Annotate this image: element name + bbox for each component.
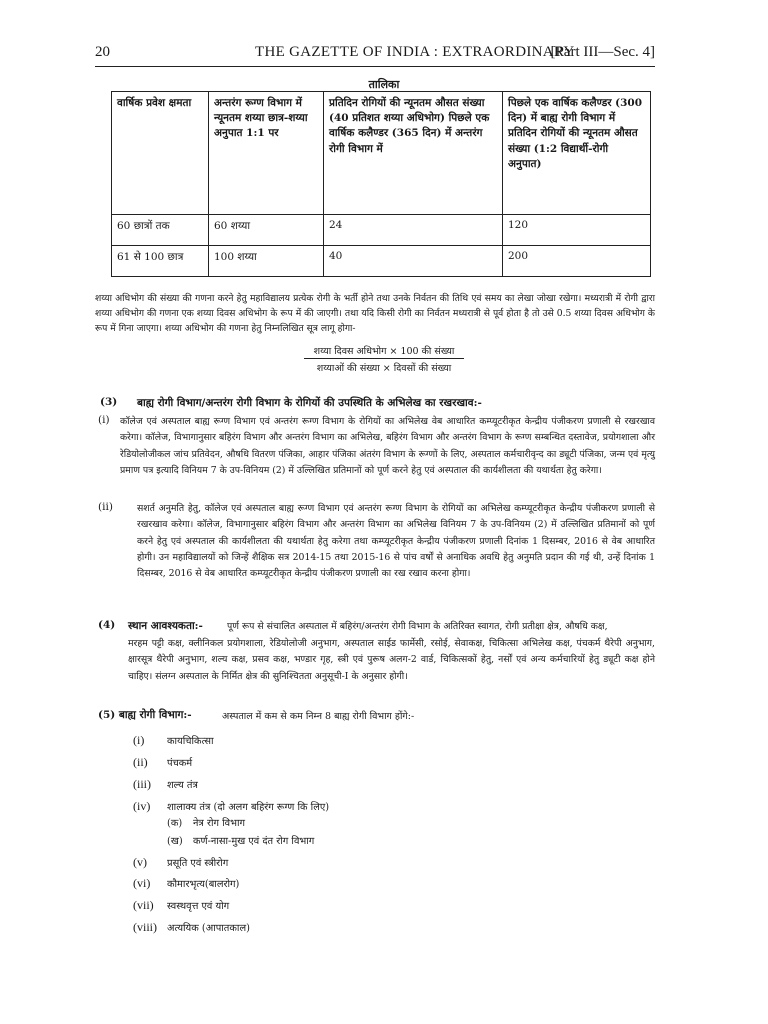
table-cell: 200 (503, 246, 651, 277)
table-row (112, 215, 651, 246)
section-3-number: (3) (100, 396, 118, 408)
list-item: (iii) शल्य तंत्र (133, 777, 198, 791)
list-item: (vii) स्वस्थवृत्त एवं योग (133, 898, 230, 912)
table-cell: 120 (503, 215, 651, 246)
section-4-number: (4) (98, 619, 116, 631)
page-number: 20 (95, 44, 110, 60)
section-3-item-i-label: (i) (98, 414, 110, 426)
section-3-item-i-text: कॉलेज एवं अस्पताल बाह्य रूग्ण विभाग एवं अन्तरंग रूग्ण विभाग के रोगियों का अभिलेख वेब आधारित कम्प्यूटरीकृत केन्द्रीय पंजीकरण प्रणाली से रखरखाव करेगा। कॉलेज, विभागानुसार बहिरंग विभाग और अन्तरंग विभाग का अभिलेख, बहिरंग विभाग और अन्तरंग विभाग के रूग्ण सम्बन्धित दस्तावेज, प्रयोगशाला और रेडियोलोजीकल जांच प्रतिवेदन, औषधि वितरण पंजिका, आहार पंजिका अंतरंग विभाग के रूग्णों के लिए, अस्पताल कर्मचारीवृन्द का ड्यूटी पंजिका, जन्म एवं मृत्यु प्रमाण पत्र इत्यादि विनियम 7 के उप-विनियम (2) में उल्लिखित प्रतिमानों को पूर्ण करने हेतु एवं अस्पताल की कार्यशीलता की यथार्थता हेतु करेगा। (120, 416, 655, 476)
part-section: [Part III—Sec. 4] (550, 44, 655, 60)
table-header-row (112, 92, 651, 215)
formula-numerator: शय्या दिवस अधिभोग × 100 की संख्या (304, 344, 465, 359)
section-5-title: (5) बाह्य रोगी विभाग:- (98, 709, 192, 721)
sub-list-item: (ख) कर्ण-नासा-मुख एवं दंत रोग विभाग (167, 836, 315, 847)
table-header-cell: अन्तरंग रूग्ण विभाग में न्यूनतम शय्या छात्र-शय्या अनुपात 1:1 पर (209, 92, 324, 215)
table-cell: 24 (324, 215, 503, 246)
section-3-title: बाह्य रोगी विभाग/अन्तरंग रोगी विभाग के रोगियों की उपस्थिति के अभिलेख का रखरखाव:- (137, 397, 482, 409)
table-header-cell: पिछले एक वार्षिक कलैण्डर (300 दिन) में बाह्य रोगी विभाग में प्रतिदिन रोगियों की न्यूनतम औसत संख्या (1:2 विद्यार्थी-रोगी अनुपात) (503, 92, 651, 215)
admission-capacity-table (111, 91, 651, 277)
section-3-item-ii-text: सशर्त अनुमति हेतु, कॉलेज एवं अस्पताल बाह्य रूग्ण विभाग एवं अन्तरंग रूग्ण विभाग के रोगियों का अभिलेख कम्प्यूटरीकृत केन्द्रीय पंजीकरण प्रणाली से रखरखाव करेगा। कॉलेज, विभागानुसार बहिरंग विभाग और अन्तरंग विभाग का अभिलेख विनियम 7 के उप-विनियम (2) में उल्लिखित प्रतिमानों को पूर्ण करने हेतु एवं अस्पताल की कार्यशीलता की यथार्थता हेतु करेगा तथा कम्प्यूटरीकृत केन्द्रीय पंजीकरण प्रणाली दिनांक 1 दिसम्बर, 2016 से वेब आधारित होगी। उन महाविद्यालयों को जिन्हें शैक्षिक सत्र 2014-15 तथा 2015-16 से पांच वर्षों से अनाधिक अवधि हेतु अनुमति प्रदान की गई थी, उन्हें दिनांक 1 दिसम्बर, 2016 से वेब आधारित कम्प्यूटरीकृत केन्द्रीय पंजीकरण प्रणाली का रख रखाव करना होगा। (137, 503, 655, 580)
table-row (112, 246, 651, 277)
bed-occupancy-paragraph: शय्या अधिभोग की संख्या की गणना करने हेतु महाविद्यालय प्रत्येक रोगी के भर्ती होने तथा उनके निर्वतन की तिथि एवं समय का लेखा जोखा रखेगा। मध्यरात्री में रोगी द्वारा शय्या अधिभोग की गणना एक शय्या दिवस अधिभोग के रूप में की जाएगी। तथा यदि किसी रोगी का निर्वतन मध्यरात्री से पूर्व होता है तो उसे 0.5 शय्या दिवस अधिभोग के रूप में गिना जाएगा। शय्या अधिभोग की गणना हेतु निम्नलिखित सूत्र लागू होगा- (95, 293, 655, 334)
list-item: (viii) अत्ययिक (आपातकाल) (133, 920, 250, 934)
table-header-cell: प्रतिदिन रोगियों की न्यूनतम औसत संख्या (40 प्रतिशत शय्या अधिभोग) पिछले एक वार्षिक कलैण्डर (365 दिन) में अन्तरंग रोगी विभाग में (324, 92, 503, 215)
section-4-text: मरहम पट्टी कक्ष, क्लीनिकल प्रयोगशाला, रेडियोलोजी अनुभाग, अस्पताल साईड फार्मेसी, रसोई, सेवाकक्ष, चिकित्सा अभिलेख कक्ष, पंचकर्म थैरेपी अनुभाग, क्षारसूत्र थैरेपी अनुभाग, शल्य कक्ष, प्रसव कक्ष, भण्डार गृह, स्त्री एवं पुरूष अलग-2 वार्ड, चिकित्सकों हेतु, नर्सों एवं अन्य कर्मचारियों हेतु ड्यूटी कक्ष होने चाहिए। संलग्न अस्पताल के निर्मित क्षेत्र की सुनिश्चितता अनुसूची-I के अनुसार होगी। (128, 638, 655, 682)
gazette-title: THE GAZETTE OF INDIA : EXTRAORDINARY (255, 44, 575, 60)
section-4-text-first-line: पूर्ण रूप से संचालित अस्पताल में बहिरंग/अन्तरंग रोगी विभाग के अतिरिक्त स्वागत, रोगी प्रतीक्षा क्षेत्र, औषधि कक्ष, (227, 621, 608, 632)
table-cell: 40 (324, 246, 503, 277)
sub-list-item: (क) नेत्र रोग विभाग (167, 818, 246, 829)
page-header (95, 44, 655, 64)
table-header-cell: वार्षिक प्रवेश क्षमता (112, 92, 209, 215)
list-item: (ii) पंचकर्म (133, 755, 193, 769)
occupancy-formula (0, 344, 768, 359)
formula-denominator: शय्याओं की संख्या × दिवसों की संख्या (316, 363, 452, 374)
header-rule (95, 66, 655, 67)
section-4-title: स्थान आवश्यकता:- (128, 620, 203, 632)
table-cell: 61 से 100 छात्र (112, 246, 209, 277)
table-cell: 60 छात्रों तक (112, 215, 209, 246)
formula-denominator-line (0, 361, 768, 374)
list-item: (iv) शालाक्य तंत्र (दो अलग बहिरंग रूग्ण कि लिए) (133, 799, 330, 813)
section-5-intro: अस्पताल में कम से कम निम्न 8 बाह्य रोगी विभाग होंगे:- (222, 711, 415, 722)
table-cell: 100 शय्या (209, 246, 324, 277)
section-3-item-ii-label: (ii) (98, 501, 113, 513)
table-cell: 60 शय्या (209, 215, 324, 246)
list-item: (vi) कौमारभृत्य(बालरोग) (133, 876, 240, 890)
list-item: (i) कायचिकित्सा (133, 733, 214, 747)
list-item: (v) प्रसूति एवं स्त्रीरोग (133, 855, 229, 869)
table-caption: तालिका (368, 78, 400, 91)
